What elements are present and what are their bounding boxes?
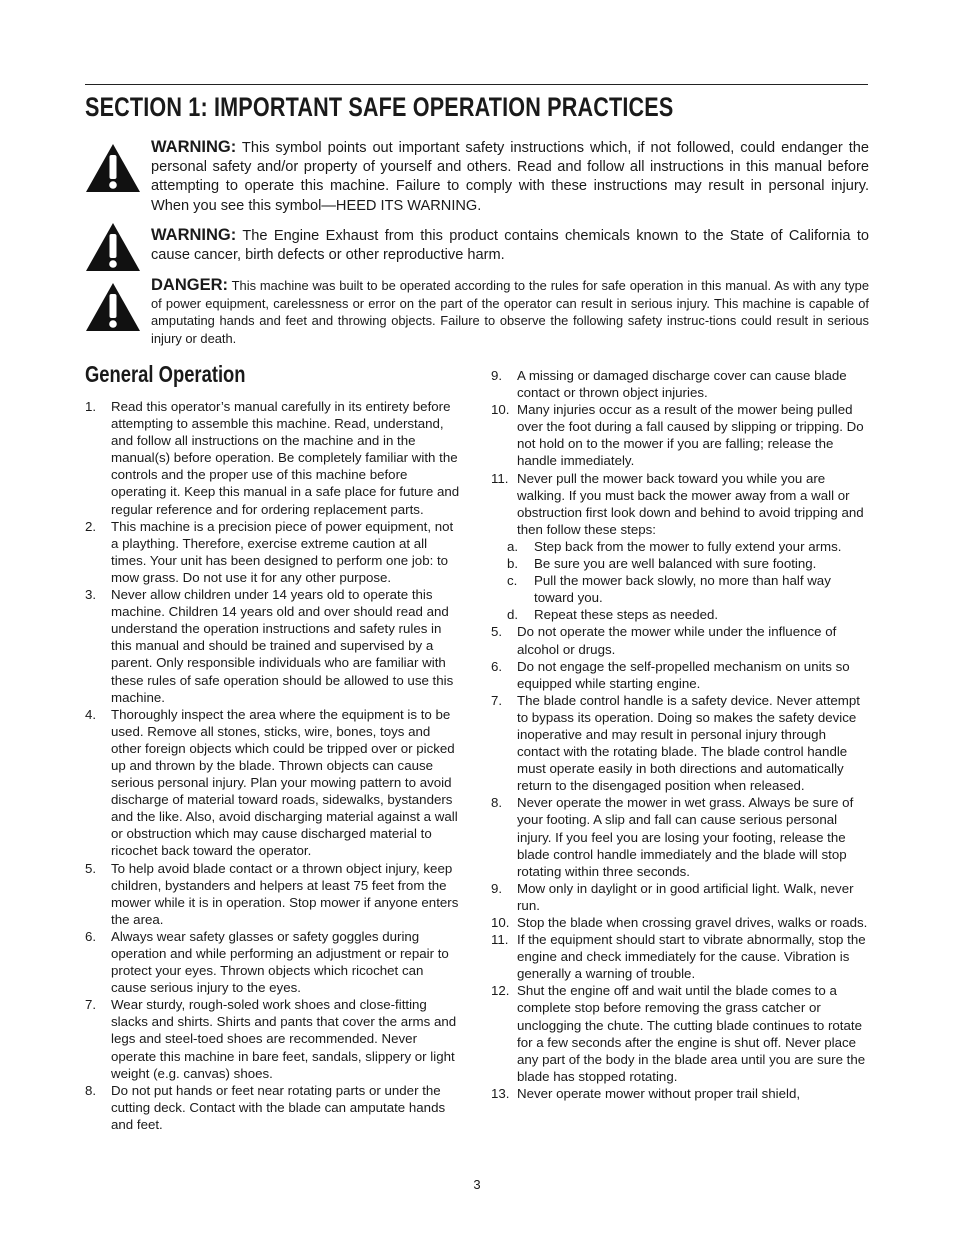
list-item: 4. Thoroughly inspect the area where the equipment is to be used. Remove all stones, sticks, wire, bones, toys and other foreign objects which could be tripped over or picked up and thrown by the blade. Thrown objects can cause serious personal injury. Plan your mowing pattern to avoid discharge of material toward roads, sidewalks, bystanders and the like. Also, avoid discharging material against a wall or obstruction which may cause discharged material to ricochet back toward the operator.: [85, 706, 458, 859]
list-item: 5. To help avoid blade contact or a thrown object injury, keep children, bystanders and helpers at least 75 feet from the mower while it is in operation. Stop mower if anyone enters the area.: [85, 860, 459, 927]
general-operation-heading: General Operation: [85, 361, 246, 387]
warning-label: WARNING:: [151, 138, 237, 156]
sub-list-item: d. Repeat these steps as needed.: [507, 607, 719, 623]
list-item: 10. Stop the blade when crossing gravel drives, walks or roads.: [491, 915, 868, 930]
list-item: 1. Read this operator’s manual carefully in its entirety before attempting to assemble this machine. Read, understand, and follow all instructions on the machine and in the manual(s) before operation. Be completely familiar with the controls and the proper use of this machine before operating it. Keep this manual in a safe place for future and regular reference and for ordering replacement parts.: [85, 399, 460, 517]
section-title: SECTION 1: IMPORTANT SAFE OPERATION PRACTICES: [85, 92, 674, 122]
list-item: 7. Wear sturdy, rough-soled work shoes and close-fitting slacks and shirts. Shirts and pants that cover the arms and legs and steel-toed shoes are recommended. Never operate this machine in bare feet, sandals, slippery or light weight (e.g. canvas) shoes.: [85, 997, 457, 1081]
right-column: [491, 367, 869, 1102]
list-item: 11. Never pull the mower back toward you while you are walking. If you must back the mower away from a wall or obstruction first look down and behind to avoid tripping and then follow these steps:: [491, 470, 864, 537]
warning-block-1: [85, 138, 869, 216]
list-item: 3. Never allow children under 14 years old to operate this machine. Children 14 years old and over should read and understand the operation instructions and safety rules in this manual and should be trained and supervised by a parent. Only responsible individuals who are familiar with these rules of safe operation should be allowed to use this machine.: [85, 587, 454, 705]
warning-body: This symbol points out important safety instructions which, if not followed, could endanger the personal safety and/or property of yourself and others. Read and follow all instructions in this manual before attempting to operate this machine. Failure to comply with these instructions may result in personal injury. When you see this symbol—HEED ITS WARNING.: [151, 140, 869, 214]
sub-list-item: c. Pull the mower back slowly, no more than half way toward you.: [507, 573, 831, 606]
danger-body: This machine was built to be operated according to the rules for safe operation in this manual. As with any type of power equipment, carelessness or error on the part of the operator can result in serious injury. This machine is capable of amputating hands and feet and throwing objects. Failure to observe the following safety instruc-tions could result in serious injury or death.: [151, 278, 869, 346]
warning-triangle-icon: [85, 143, 141, 193]
list-item: 6. Always wear safety glasses or safety goggles during operation and while performing an adjustment or repair to protect your eyes. Thrown objects which ricochet can cause serious injury to the eyes.: [85, 928, 449, 996]
list-item: 6. Do not engage the self-propelled mechanism on units so equipped while starting engine.: [491, 658, 850, 691]
left-column: [85, 361, 461, 1133]
warning-body: The Engine Exhaust from this product contains chemicals known to the State of California to cause cancer, birth defects or other reproductive harm.: [151, 228, 870, 264]
warning-label: WARNING:: [151, 226, 237, 244]
list-item: 8. Do not put hands or feet near rotating parts or under the cutting deck. Contact with the blade can amputate hands and feet.: [85, 1082, 446, 1132]
list-item: 10. Many injuries occur as a result of the mower being pulled over the foot during a fall caused by slipping or tripping. Do not hold on to the mower if you are falling; release the handle immediately.: [491, 402, 864, 469]
list-item: 12. Shut the engine off and wait until the blade comes to a complete stop before removing the grass catcher or unclogging the chute. The cutting blade continues to rotate for a few seconds after the engine is shut off. Never place any part of the body in the blade area until you are sure the blade has stopped rotating.: [491, 983, 866, 1084]
page-number: 3: [473, 1177, 481, 1192]
list-item: 5. Do not operate the mower while under the influence of alcohol or drugs.: [491, 624, 837, 657]
list-item: 9. Mow only in daylight or in good artificial light. Walk, never run.: [491, 880, 854, 913]
list-item: 8. Never operate the mower in wet grass. Always be sure of your footing. A slip and fall can cause serious personal injury. If you feel you are losing your footing, release the blade control handle immediately and the blade will stop rotating within three seconds.: [491, 795, 854, 879]
list-item: 13. Never operate mower without proper trail shield,: [491, 1085, 801, 1101]
warning-triangle-icon: [85, 222, 141, 272]
danger-text: [151, 277, 869, 347]
top-rule: [85, 84, 868, 85]
sub-list-item: b. Be sure you are well balanced with sure footing.: [507, 556, 817, 572]
danger-block: [85, 277, 869, 347]
warning-text-1: [151, 138, 869, 216]
warning-triangle-icon: [85, 282, 141, 332]
sub-list-item: a. Step back from the mower to fully extend your arms.: [507, 538, 842, 554]
list-item: 2. This machine is a precision piece of power equipment, not a plaything. Therefore, exercise extreme caution at all times. Your unit has been designed to perform one job: to mow grass. Do not use it for any other purpose.: [85, 518, 454, 585]
warning-block-2: [85, 226, 869, 265]
danger-label: DANGER:: [151, 276, 228, 294]
warning-text-2: [151, 226, 869, 265]
list-item: 11. If the equipment should start to vibrate abnormally, stop the engine and check immediately for the cause. Vibration is generally a warning of trouble.: [491, 932, 866, 982]
list-item: 9. A missing or damaged discharge cover can cause blade contact or thrown object injuries.: [491, 368, 847, 401]
list-item: 7. The blade control handle is a safety device. Never attempt to bypass its operation. Doing so makes the safety device inoperative and may result in personal injury through contact with the rotating blade. The blade control handle must operate easily in both directions and automatically return to the disengaged position when released.: [491, 692, 860, 794]
